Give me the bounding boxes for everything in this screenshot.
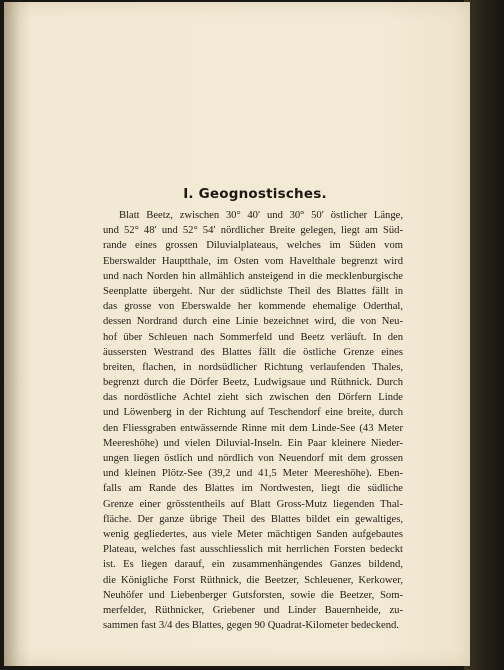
text-line: dessen Nordrand durch eine Linie bezeichnet wird, die von Neu- bbox=[103, 316, 403, 328]
text-line: ist. Es liegen darauf, ein zusammenhängendes Ganzes bildend, bbox=[103, 559, 403, 571]
text-line: die Königliche Forst Rüthnick, die Beetzer, Schleuener, Kerkower, bbox=[103, 574, 403, 586]
text-line: Eberswalder Hauptthale, im Osten vom Havelthale begrenzt wird bbox=[103, 255, 403, 267]
text-line: falls am Rande des Blattes im Nordwesten, liegt die südliche bbox=[103, 483, 403, 495]
text-line: merfelder, Rüthnicker, Griebener und Linder Bauernheide, zu- bbox=[103, 604, 403, 616]
text-line: Meereshöhe) und vielen Diluvial-Inseln. Ein Paar kleinere Nieder- bbox=[103, 437, 403, 449]
section-heading: I. Geognostisches. bbox=[183, 186, 327, 202]
text-line: das nordöstliche Achtel zieht sich zwischen den Dörfern Linde bbox=[103, 392, 403, 404]
text-line: und 52° 48′ und 52° 54′ nördlicher Breite gelegen, liegt am Süd- bbox=[103, 225, 403, 237]
text-line: rande eines grossen Diluvialplateaus, welches im Süden vom bbox=[103, 240, 403, 252]
text-line: Plateau, welches fast ausschliesslich mit herrlichen Forsten bedeckt bbox=[103, 544, 403, 556]
text-line: und kleinen Plötz-See (39,2 und 41,5 Meter Meereshöhe). Eben- bbox=[103, 468, 403, 480]
text-line: Grenze einer grösstentheils auf Blatt Gross-Mutz liegenden Thal- bbox=[103, 498, 403, 510]
book-edge bbox=[464, 0, 504, 670]
text-line: fläche. Der ganze übrige Theil des Blattes bildet ein gewaltiges, bbox=[103, 513, 403, 525]
gutter-shadow bbox=[4, 2, 30, 666]
text-line: Seenplatte übergeht. Nur der südlichste Theil des Blattes fällt in bbox=[103, 285, 403, 297]
text-line: wenig gegliedertes, aus viele Meter mächtigen Sanden aufgebautes bbox=[103, 528, 403, 540]
text-line: Neuhöfer und Liebenberger Gutsforsten, sowie die Beetzer, Som- bbox=[103, 589, 403, 601]
text-line: und Löwenberg in der Richtung auf Teschendorf eine breite, durch bbox=[103, 407, 403, 419]
text-line: den Fliessgraben entwässernde Rinne mit dem Linde-See (43 Meter bbox=[103, 422, 403, 434]
text-line: und nach Norden hin allmählich ansteigend in die mecklenburgische bbox=[103, 270, 403, 282]
body-paragraph bbox=[103, 208, 403, 633]
text-line: Blatt Beetz, zwischen 30° 40′ und 30° 50′ östlicher Länge, bbox=[119, 210, 403, 221]
text-line: äussersten Westrand des Blattes fällt die östliche Grenze eines bbox=[103, 346, 403, 358]
text-line: das grosse von Eberswalde her kommende ehemalige Oderthal, bbox=[103, 301, 403, 313]
text-line: breiten, flachen, in nordsüdlicher Richtung verlaufenden Thales, bbox=[103, 361, 403, 373]
text-line: ungen liegen östlich und nördlich von Neuendorf mit dem grossen bbox=[103, 453, 403, 464]
text-line: hof über Schleuen nach Sommerfeld und Beetz verläuft. In den bbox=[103, 331, 403, 343]
text-line: begrenzt durch die Dörfer Beetz, Ludwigsaue und Rüthnick. Durch bbox=[103, 377, 403, 389]
text-line: sammen fast 3/4 des Blattes, gegen 90 Quadrat-Kilometer bedeckend. bbox=[103, 620, 399, 632]
